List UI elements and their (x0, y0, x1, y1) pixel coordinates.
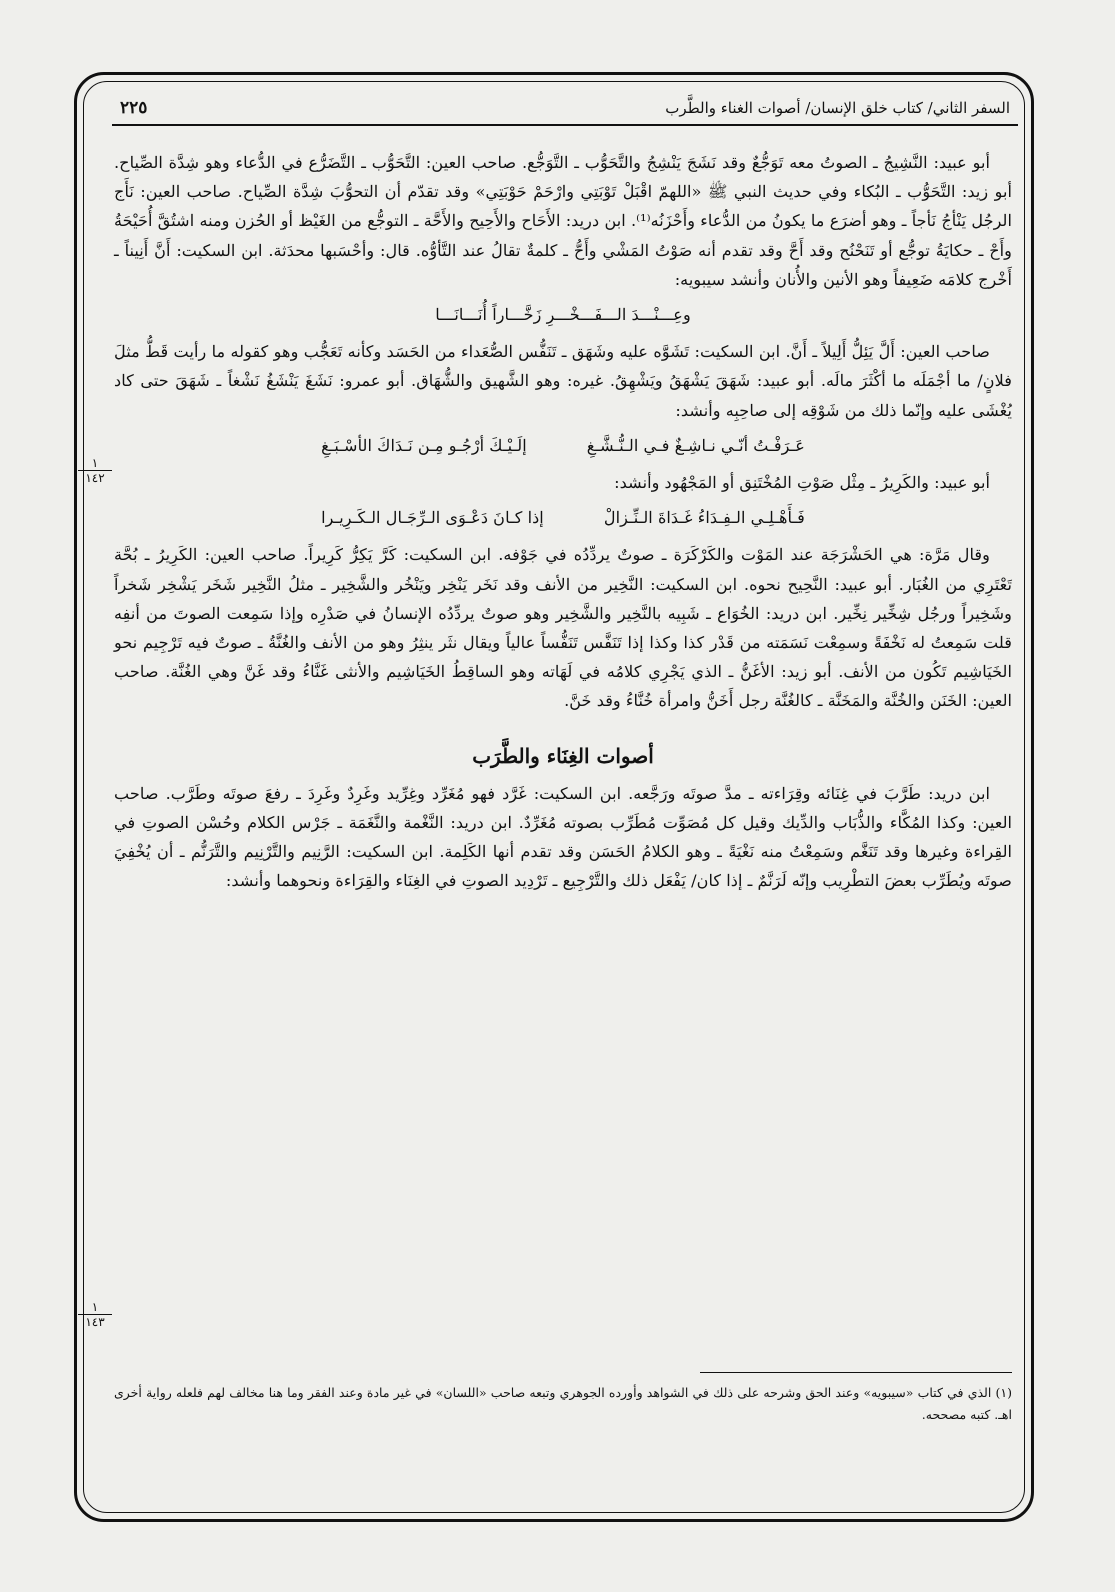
margin-marker-top: ١ (78, 1300, 112, 1315)
footnote: (١) الذي في كتاب «سيبويه» وعند الحق وشرحه على ذلك في الشواهد وأورده الجوهري وتبعه صاحب «اللسان» في غير مادة وعند الفقر وما هنا مخالف لهم فلعله رواية أخرى اهـ. كتبه مصححه. (114, 1385, 1012, 1422)
verse-hemistich: إلَـيْـكَ أرْجُـو مِـن نَـدَاكَ الأسْـبَـغِ (321, 435, 527, 455)
footnote-divider (700, 1372, 1012, 1373)
page-number: ٢٢٥ (120, 98, 148, 118)
verse (114, 503, 1012, 532)
main-text (114, 148, 1012, 902)
margin-marker-bottom: ١٤٢ (85, 471, 105, 485)
paragraph: صاحب العين: أَلَّ يَئِلُّ أَلِيلاً ـ أَنَّ. ابن السكيت: تَشَوَّه عليه وشَهَق ـ تَنَفُّس الصُّعَداء من الحَسَد وكأنه تَعَجُّب وهو كقوله ما رأيت قَطُّ مثلَ فلانٍ/ ما أجْمَلَه ما أكْثَرَ مالَه. أبو عبيد: شَهَقَ يَشْهَقُ ويَشْهِقُ. غيره: وهو الشَّهيق والشُّهَاق. أبو عمرو: نَشَغَ يَنْشَغُ نَشْغاً ـ شَهَقَ حتى كاد يُغْشَى عليه وإنّما ذلك من شَوْقِه إلى صاحِبِه وأنشد: (114, 342, 1012, 420)
section-title: أصوات الغِنَاء والطَّرَب (472, 743, 654, 768)
verse: وعِـــنْـــدَ الـــفَـــخْـــرِ زَخَّـــاراً أُنَـــانَـــا (435, 305, 691, 325)
paragraph: ابن دريد: طَرَّبَ في غِنَائه وقِرَاءته ـ مدَّ صوتَه ورَجَّعه. ابن السكيت: غَرَّد فهو مُغَرِّد وغِرِّيد وغَرِدٌ وغَرِدَ ـ رفعَ صوتَه وطَرَّب. صاحب العين: وكذا المُكَّاء والذُّبَاب والدِّيك وقيل كل مُصَوِّت مُطَرِّب بصوته مُغَرِّدٌ. ابن دريد: النَّغْمة والنَّغَمَة ـ جَرْس الكلام وحُسْن الصوتِ في القِراءة وغيرها وقد تَنَغَّم وسَمِعْتُ منه نَغْيَةً ـ وهو الكلامُ الحَسَن وقد تقدم أنها الكَلِمة. ابن السكيت: الرَّنِيم والتَّرْنِيم والتَّرَنُّم ـ أن يُخْفِيَ صوتَه ويُطَرِّب بعضَ التطْرِيب وإنّه لَرَنَّمٌ ـ إذا كان/ يَفْعَل ذلك والتَّرْجِيع ـ تَرْدِيد الصوتِ في الغِنَاء والقِرَاءة ونحوهما وأنشد: (114, 783, 1012, 891)
verse (114, 431, 1012, 460)
running-head: السفر الثاني/ كتاب خلق الإنسان/ أصوات الغناء والطَّرب (665, 99, 1010, 117)
margin-marker (78, 456, 112, 485)
verse-hemistich: إذا كـانَ دَعْـوَى الـرِّجَـال الـكَـرِيـرا (321, 508, 544, 528)
margin-marker (78, 1300, 112, 1329)
paragraph: أبو عبيد: النَّشِيجُ ـ الصوتُ معه تَوَجُّعٌ وقد نَشَجَ يَنْشِجُ والتَّحَوُّب ـ التَّوَجُّع. صاحب العين: التَّحَوُّب ـ التَّضَرُّع في الدُّعاء وهو شِدَّة الصِّياح. أبو زيد: التَّحَوُّب ـ البُكاء وفي حديث النبي ﷺ «اللهمّ اقْبَلْ تَوْبَتِي وارْحَمْ حَوْبَتِي» وقد تقدّم أن التحوُّبَ شِدَّة الصِّياح. صاحب العين: نَأَج الرجُل يَنْأجُ نَأجاً ـ وهو أضرَع ما يكونُ من الدُّعاء وأَحْزَنُه⁽¹⁾. ابن دريد: الأَحَاح والأَحِيح والأَحَّة ـ التوجُّع من الغَيْظ أو الحُزن ومنه اشتُقَّ أُحَيْحَةُ وأَحْ ـ حكايَةُ توجُّع أو تَنَحْنُح وقد أَحَّ وقد تقدم أنه صَوْتُ المَشْي وأَحُّ ـ كلمةٌ تقالُ عند التَّأوُّه. قال: وأحْسَبها محدَثة. ابن السكيت: أَنَّ أَنِيناً ـ أَخْرج كلامَه ضَعِيفاً وهو الأنين والأُنان وأنشد سيبويه: (114, 153, 1012, 289)
page-header (112, 92, 1018, 126)
margin-marker-top: ١ (78, 456, 112, 471)
verse-hemistich: عَـرَفْـتُ أنّـي نـاشِـغٌ فـي الـنُّـشَّـغِ (586, 435, 805, 455)
paragraph: أبو عبيد: والكَرِيرُ ـ مِثْل صَوْتِ المُخْتَنِق أو المَجْهُود وأنشد: (614, 473, 990, 493)
margin-marker-bottom: ١٤٣ (85, 1315, 105, 1329)
paragraph: وقال مَرَّة: هي الحَشْرَجَة عند المَوْت والكَرْكَرَة ـ صوتٌ يردِّدُه في جَوْفه. ابن السكيت: كَرَّ يَكِرُّ كَرِيراً. صاحب العين: الكَرِيرُ ـ بُحَّة تَعْتَرِي من الغُبَار. أبو عبيد: النَّحِيح نحوه. ابن السكيت: النَّخِير من الأنف وقد نَخَر يَنْخِر ويَنْخُر والشَّخِير ـ مثلُ النَّخِير شَخَر يَشْخِر شَخراً وشَخِيراً ورجُل شِخِّير نِخِّير. ابن دريد: الخُوَاع ـ شَبِيه بالنَّخِير والشَّخِير وهو صوتٌ يردِّدُه الإنسانُ في صَدْرِه وإذا سَمِعت الصوتَ من أنفِه قلت سَمِعتُ له نَخْفَةً وسمِعْت نَسَمَته من قَدْر كذا وكذا إذا تَنَفَّس تَنَفُّساً عالياً ويقال نثَر ينثِرُ وهو من الأنف والغُنَّةُ ـ صوتٌ فيه تَرْجِيم نحو الخَيَاشِيم تَكُون من الأنف. أبو زيد: الأغَنُّ ـ الذي يَجْرِي كلامُه في لَهَاته وهو الساقِطُ الخَيَاشِيم والأنثى غَنَّاءُ وقد غَنَّ وهي الغُنَّة. صاحب العين: الخَنَن والخُنَّة والمَخَنَّة ـ كالغُنَّة رجل أَخَنُّ وامرأة خُنَّاءُ وقد خَنَّ. (114, 545, 1012, 711)
verse-hemistich: فَـأَهْـلِـي الـفِـدَاءُ غَـدَاةَ الـنِّـزالْ (603, 508, 805, 528)
